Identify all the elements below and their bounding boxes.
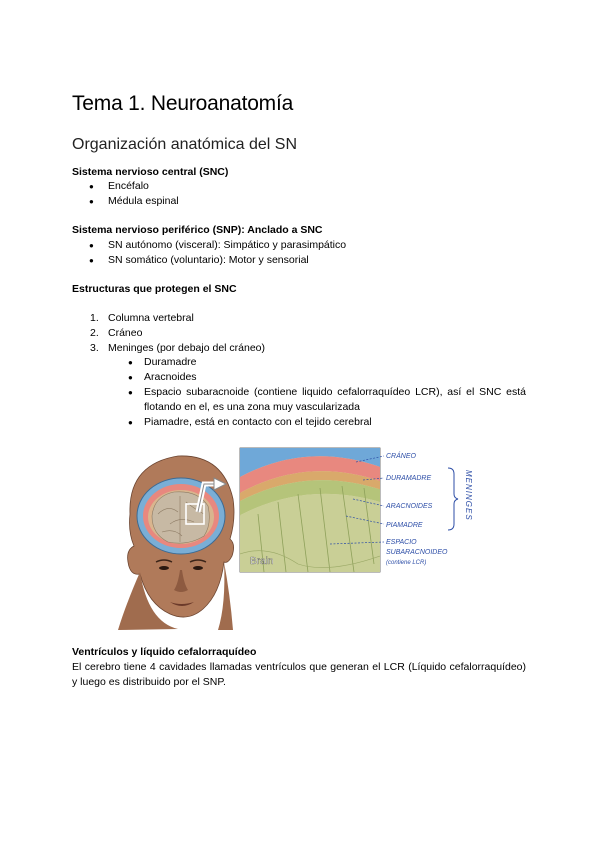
piamadre-label: PIAMADRE	[386, 522, 423, 529]
list-item: ● Duramadre	[126, 355, 526, 370]
protect-heading: Estructuras que protegen el SNC	[72, 283, 237, 295]
list-item: ● SN somático (voluntario): Motor y sensorial	[72, 253, 346, 268]
section-subtitle: Organización anatómica del SN	[72, 136, 298, 153]
list-item	[72, 341, 265, 356]
ventricles-heading: Ventrículos y líquido cefalorraquídeo	[72, 646, 257, 658]
item-text: Columna vertebral	[108, 312, 194, 324]
brain-label: Brain	[250, 556, 274, 567]
list-item: ● SN autónomo (visceral): Simpático y parasimpático	[72, 238, 346, 253]
list-item: ● Aracnoides	[126, 370, 526, 385]
meninges-label: MENINGES	[464, 470, 473, 521]
list-item: ● Médula espinal	[72, 194, 179, 209]
espacio-label: ESPACIO	[386, 539, 417, 546]
page-title: Tema 1. Neuroanatomía	[72, 92, 294, 115]
item-text: Meninges (por debajo del cráneo)	[108, 342, 266, 354]
lcr-label: (contiene LCR)	[386, 560, 427, 566]
snp-heading: Sistema nervioso periférico (SNP): Anclado a SNC	[72, 224, 323, 236]
craneo-label: CRÁNEO	[386, 453, 416, 460]
item-number: 1.	[90, 312, 99, 324]
item-number: 2.	[90, 327, 99, 339]
duramadre-label: DURAMADRE	[386, 475, 432, 482]
item-number: 3.	[90, 342, 99, 354]
item-text: Cráneo	[108, 327, 143, 339]
list-item: ● Encéfalo	[72, 179, 179, 194]
aracnoides-label: ARACNOIDES	[386, 503, 433, 510]
subaracnoideo-label: SUBARACNOIDEO	[386, 549, 448, 556]
meninges-illustration	[108, 444, 488, 630]
snc-list	[72, 179, 179, 209]
list-item	[72, 326, 265, 341]
list-item: ● Espacio subaracnoide (contiene liquido cefalorraquídeo LCR), así el SNC está flotando en el, es una zona muy vascularizada	[126, 385, 526, 415]
protect-list	[72, 311, 265, 356]
ventricles-text: El cerebro tiene 4 cavidades llamadas ventrículos que generan el LCR (Líquido cefalorraquídeo) y luego es distribuido por el SNP.	[72, 661, 526, 688]
snc-heading: Sistema nervioso central (SNC)	[72, 166, 229, 178]
meninges-figure	[108, 444, 488, 630]
list-item: ● Piamadre, está en contacto con el tejido cerebral	[126, 415, 526, 430]
list-item	[72, 311, 265, 326]
snp-list	[72, 238, 346, 268]
cross-section-panel	[228, 444, 398, 584]
meninges-list	[126, 355, 526, 430]
meninges-bracket	[448, 468, 458, 530]
